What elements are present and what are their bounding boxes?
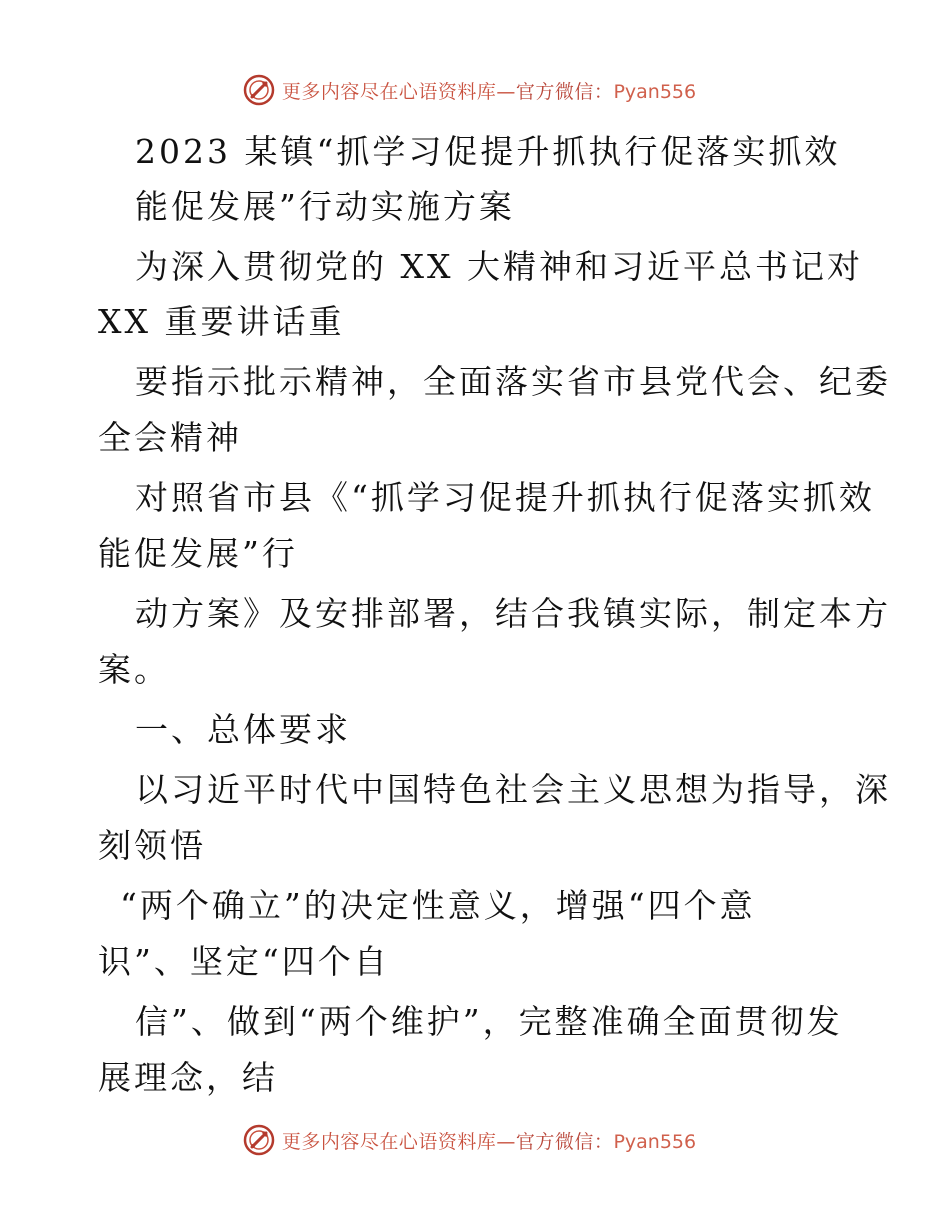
doc-section-heading: 一、总体要求 [135,710,351,749]
doc-paragraph-line: 能促发展”行 [98,534,298,573]
doc-paragraph-line: 案。 [98,650,170,689]
doc-paragraph-line: 为深入贯彻党的 XX 大精神和习近平总书记对 [135,247,863,286]
header-banner-wechat-id: Pyan556 [613,80,697,103]
doc-paragraph-line: 信”、做到“两个维护”，完整准确全面贯彻发 [135,1002,843,1041]
header-banner-main: 更多内容尽在心语资料库 [281,80,497,103]
header-banner-dash: — [496,80,516,103]
footer-banner [0,1120,950,1160]
doc-title-line-1: 2023 某镇“抓学习促提升抓执行促落实抓效 [135,132,841,171]
doc-paragraph-line: 要指示批示精神，全面落实省市县党代会、纪委 [135,362,891,401]
footer-banner-main: 更多内容尽在心语资料库 [281,1130,497,1153]
footer-banner-wechat-id: Pyan556 [613,1130,697,1153]
library-logo-icon [242,73,276,107]
library-logo-icon [242,1123,276,1157]
header-banner [0,70,950,110]
doc-paragraph-line: 识”、坚定“四个自 [98,942,390,981]
footer-banner-official: 官方微信： [515,1130,614,1153]
document-body [0,120,950,1110]
doc-paragraph-line: “两个确立”的决定性意义，增强“四个意 [120,886,756,925]
footer-banner-text [282,1127,696,1154]
doc-paragraph-line: 动方案》及安排部署，结合我镇实际，制定本方 [135,594,891,633]
header-banner-inner [242,73,696,107]
doc-paragraph-line: 对照省市县《“抓学习促提升抓执行促落实抓效 [135,478,875,517]
doc-paragraph-line: 刻领悟 [98,826,206,865]
doc-paragraph-line: XX 重要讲话重 [98,302,345,341]
header-banner-official: 官方微信： [515,80,614,103]
footer-banner-dash: — [496,1130,516,1153]
footer-banner-inner [242,1123,696,1157]
doc-paragraph-line: 全会精神 [98,418,242,457]
doc-title-line-2: 能促发展”行动实施方案 [135,187,515,226]
header-banner-text [282,77,696,104]
doc-paragraph-line: 展理念，结 [98,1058,278,1097]
doc-paragraph-line: 以习近平时代中国特色社会主义思想为指导，深 [135,770,891,809]
